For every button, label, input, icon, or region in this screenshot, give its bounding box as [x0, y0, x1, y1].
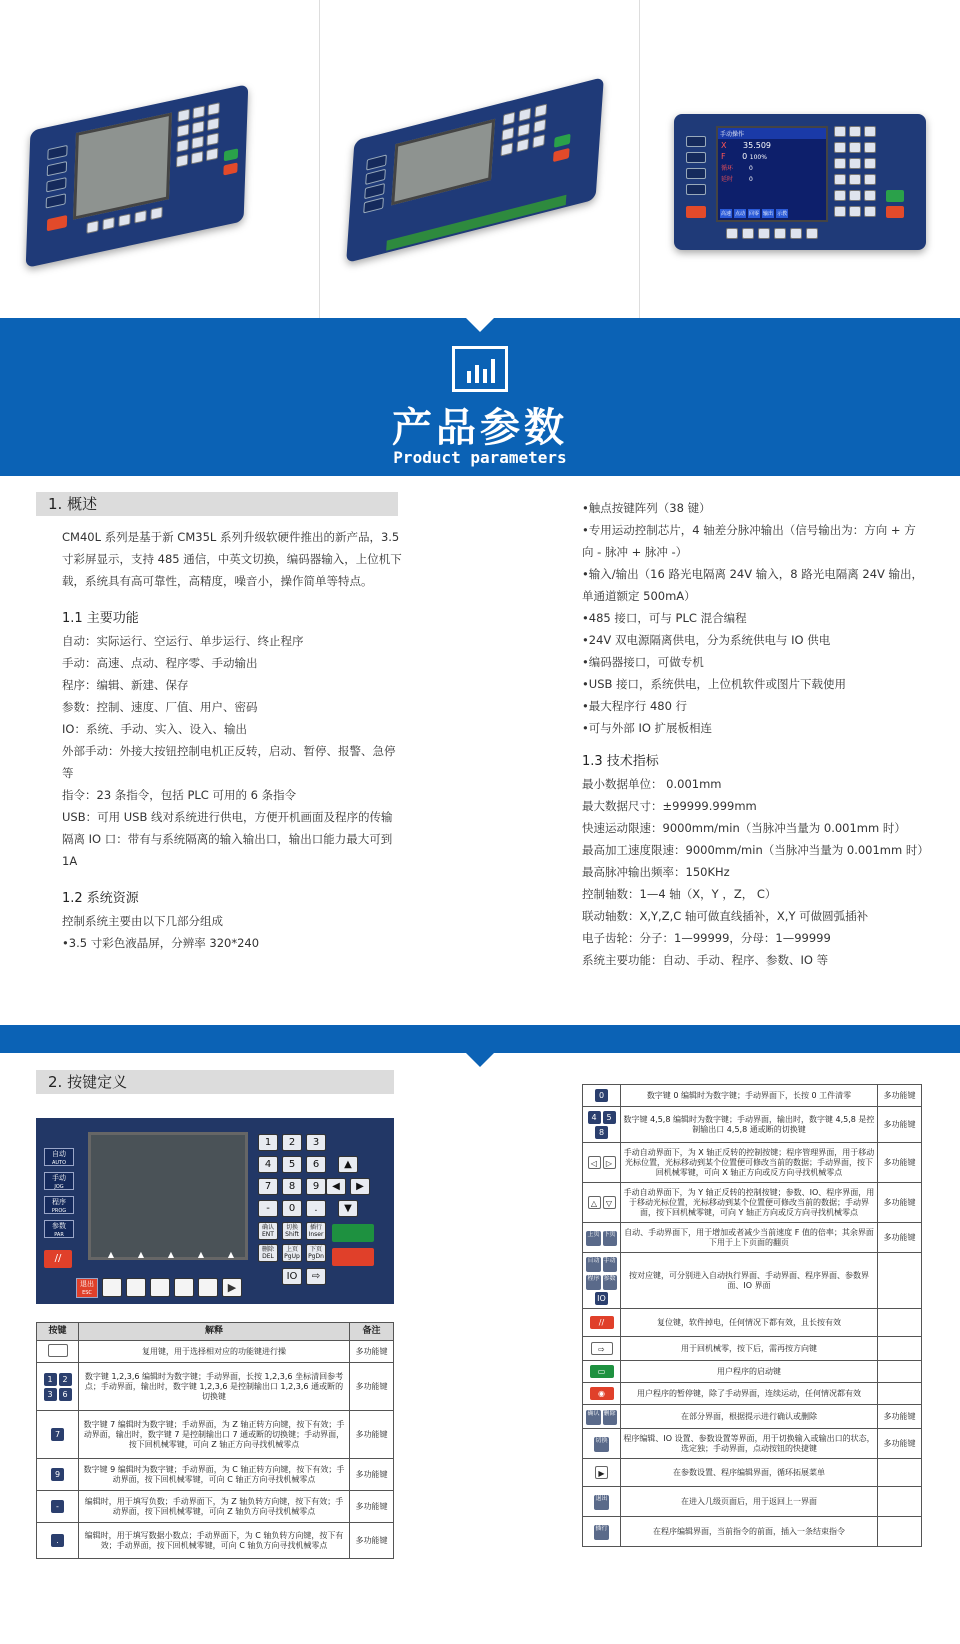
table-row — [583, 1337, 922, 1361]
table-row — [583, 1405, 922, 1429]
key-icon: 自动 手动 程序 参数 IO — [583, 1253, 621, 1309]
overview-right-column — [582, 497, 929, 971]
main-functions-line: 参数：控制、速度、厂值、用户、密码 — [62, 700, 258, 714]
key-icon: 插行 — [583, 1517, 621, 1547]
table-row — [583, 1143, 922, 1183]
key-note: 多功能键 — [878, 1223, 922, 1253]
num-key-5: 5 — [282, 1156, 302, 1173]
table-row — [583, 1361, 922, 1383]
up-arrow-key: ▲ — [338, 1156, 358, 1173]
product-photo-2 — [320, 0, 640, 318]
key-icon: 切换 — [583, 1429, 621, 1459]
table-row — [37, 1363, 394, 1411]
key-icon: 1 2 3 6 — [37, 1363, 79, 1411]
system-resources-item: •编码器接口，可做专机 — [582, 655, 704, 669]
key-icon: 退出 — [583, 1487, 621, 1517]
device-screen-tabs: 高速 点动 回零 输出 示教 — [721, 211, 788, 217]
tech-spec-line: 最小数据单位： 0.001mm — [582, 777, 722, 791]
ent-key: 确认 ENT — [258, 1222, 278, 1240]
reset-key: // — [44, 1250, 72, 1268]
key-desc: 在进入几级页面后，用于返回上一界面 — [621, 1487, 878, 1517]
overview-intro: CM40L 系列是基于新 CM35L 系列升级软硬件推出的新产品，3.5 寸彩屏显示，支持 485 通信，中英文切换，编码器输入，上位机下载，系统具有高可靠性，高精度，噪音小，操作简单等特点。 — [62, 530, 402, 588]
key-icon: 7 — [37, 1411, 79, 1459]
tech-spec-line: 系统主要功能：自动、手动、程序、参数、IO 等 — [582, 953, 829, 967]
main-functions-line: IO：系统、手动、实入、设入、输出 — [62, 722, 247, 736]
overview-left-column — [62, 526, 402, 954]
tech-spec-line: 电子齿轮：分子：1—99999，分母：1—99999 — [582, 931, 831, 945]
key-desc: 数字键 4,5,8 编辑时为数字键；手动界面，输出时，数字键 4,5,8 是控制输出口 4,5,8 通或断的切换键 — [621, 1107, 878, 1143]
key-note: 多功能键 — [878, 1143, 922, 1183]
softkey-2 — [126, 1278, 146, 1297]
shift-key: 切换 Shift — [282, 1222, 302, 1240]
key-note — [878, 1487, 922, 1517]
key-desc: 自动、手动界面下，用于增加或者减少当前速度 F 值的倍率；其余界面下用于上下页面的翻页 — [621, 1223, 878, 1253]
system-resources-item: •24V 双电源隔离供电，分为系统供电与 IO 供电 — [582, 633, 831, 647]
bar-chart-icon — [452, 346, 508, 392]
softkey-3 — [150, 1278, 170, 1297]
key-desc: 在部分界面，根据提示进行确认或删除 — [621, 1405, 878, 1429]
key-note: 多功能键 — [878, 1405, 922, 1429]
key-desc: 编辑时，用于填写负数；手动界面下，为 Z 轴负转方向键，按下有效；手动界面，按下回机械零键，可向 Z 轴负方向寻找机械零点 — [79, 1491, 350, 1523]
system-resources-intro: 控制系统主要由以下几部分组成 — [62, 914, 223, 928]
key-icon: ◉ — [583, 1383, 621, 1405]
softkey-4 — [174, 1278, 194, 1297]
table-row — [583, 1085, 922, 1107]
device-screen-title: 手动操作 — [718, 128, 826, 139]
table-row — [583, 1253, 922, 1309]
tech-spec-line: 最高脉冲输出频率：150KHz — [582, 865, 730, 879]
key-desc: 在程序编辑界面，当前指令的前面，插入一条结束指令 — [621, 1517, 878, 1547]
system-resources-item: •输入/输出（16 路光电隔离 24V 输入，8 路光电隔离 24V 输出，单通道额定 500mA） — [582, 567, 924, 603]
num-key-3: 3 — [306, 1134, 326, 1151]
key-note: 多功能键 — [878, 1429, 922, 1459]
main-functions-line: USB：可用 USB 线对系统进行供电，方便开机画面及程序的传输 — [62, 810, 393, 824]
system-resources-item: •触点按键阵列（38 键） — [582, 501, 711, 515]
key-desc: 数字键 9 编辑时为数字键；手动界面，为 C 轴正转方向键，按下有效；手动界面，按下回机械零键，可向 C 轴正方向寻找机械零点 — [79, 1459, 350, 1491]
prog-key: 程序 PROG — [44, 1196, 74, 1214]
key-note: 多功能键 — [350, 1523, 394, 1559]
dot-key: . — [306, 1200, 326, 1217]
controller-device-front — [674, 114, 926, 250]
key-note: 多功能键 — [878, 1085, 922, 1107]
table-row — [37, 1411, 394, 1459]
table-row — [583, 1459, 922, 1487]
pgup-key: 上页 PgUp — [282, 1244, 302, 1262]
parameters-banner — [0, 318, 960, 476]
col-header-note: 备注 — [350, 1323, 394, 1341]
table-row — [583, 1487, 922, 1517]
table-row — [583, 1517, 922, 1547]
key-note: 多功能键 — [878, 1107, 922, 1143]
io-key: IO — [282, 1268, 302, 1285]
del-key: 删除 DEL — [258, 1244, 278, 1262]
main-functions-title: 1.1 主要功能 — [62, 611, 139, 626]
key-icon: ⇨ — [583, 1337, 621, 1361]
key-desc: 按对应键，可分别进入自动执行界面、手动界面、程序界面、参数界面、IO 界面 — [621, 1253, 878, 1309]
key-note: 多功能键 — [350, 1341, 394, 1363]
down-arrow-key: ▼ — [338, 1200, 358, 1217]
auto-key: 自动 AUTO — [44, 1148, 74, 1166]
left-arrow-key: ◀ — [326, 1178, 346, 1195]
main-functions-line: 自动：实际运行、空运行、单步运行、终止程序 — [62, 634, 304, 648]
key-icon: ▭ — [583, 1361, 621, 1383]
col-header-desc: 解释 — [79, 1323, 350, 1341]
tech-spec-line: 最大数据尺寸：±99999.999mm — [582, 799, 757, 813]
home-key: ⇨ — [306, 1268, 326, 1285]
table-row — [583, 1107, 922, 1143]
tech-spec-line: 最高加工速度限速：9000mm/min（当脉冲当量为 0.001mm 时） — [582, 843, 929, 857]
table-row — [583, 1309, 922, 1337]
esc-key: 退出 ESC — [76, 1278, 98, 1298]
key-desc: 手动自动界面下，为 Y 轴正反转的控制按键；参数、IO、程序界面，用于移动光标位置，光标移动到某个位置便可修改当前的数据；手动界面，按下回机械零键，可向 Y 轴正方向或反方向寻找机械零点 — [621, 1183, 878, 1223]
product-photo-3 — [640, 0, 960, 318]
controller-device-angled — [26, 84, 249, 268]
key-note — [878, 1383, 922, 1405]
num-key-9: 9 — [306, 1178, 326, 1195]
softkey-5 — [198, 1278, 218, 1297]
system-resources-item: •USB 接口，系统供电，上位机软件或图片下载使用 — [582, 677, 847, 691]
jog-key: 手动 JOG — [44, 1172, 74, 1190]
banner-title-cn: 产品参数 — [392, 405, 568, 451]
key-note — [878, 1517, 922, 1547]
key-desc: 用户程序的启动键 — [621, 1361, 878, 1383]
main-functions-line: 外部手动：外接大按钮控制电机正反转，启动、暂停、报警、急停等 — [62, 744, 396, 780]
key-desc: 用于回机械零，按下后，需再按方向键 — [621, 1337, 878, 1361]
table-row — [37, 1523, 394, 1559]
table-row — [583, 1223, 922, 1253]
key-desc: 数字键 0 编辑时为数字键；手动界面下，长按 0 工件清零 — [621, 1085, 878, 1107]
softkey-arrows: ▲ ▲ ▲ ▲ ▲ — [107, 1250, 235, 1259]
system-resources-title: 1.2 系统资源 — [62, 891, 139, 906]
key-icon: 上页 下页 — [583, 1223, 621, 1253]
key-desc: 在参数设置、程序编辑界面，循环拓展菜单 — [621, 1459, 878, 1487]
system-resources-item: •485 接口，可与 PLC 混合编程 — [582, 611, 747, 625]
key-desc: 数字键 1,2,3,6 编辑时为数字键；手动界面，长按 1,2,3,6 坐标清回参考点；手动界面，输出时，数字键 1,2,3,6 是控制输出口 1,2,3,6 通或断的切换键 — [79, 1363, 350, 1411]
panel-lcd — [88, 1132, 248, 1260]
key-desc: 编辑时，用于填写数据小数点；手动界面下，为 C 轴负转方向键，按下有效；手动界面，按下回机械零键，可向 C 轴负方向寻找机械零点 — [79, 1523, 350, 1559]
insert-key: 插行 Inser — [306, 1222, 326, 1240]
key-desc: 复用键，用于选择相对应的功能键进行操 — [79, 1341, 350, 1363]
key-icon: - — [37, 1491, 79, 1523]
pause-key — [332, 1248, 374, 1266]
key-note — [878, 1459, 922, 1487]
softkey-1 — [102, 1278, 122, 1297]
key-note — [878, 1309, 922, 1337]
key-icon: 确认 删除 — [583, 1405, 621, 1429]
system-resources-item: •可与外部 IO 扩展板相连 — [582, 721, 713, 735]
key-desc: 用户程序的暂停键，除了手动界面，连续运动，任何情况都有效 — [621, 1383, 878, 1405]
key-desc: 程序编辑、IO 设置、参数设置等界面，用于切换输入或输出口的状态，选定独；手动界面，点动按钮的快捷键 — [621, 1429, 878, 1459]
key-note: 多功能键 — [350, 1363, 394, 1411]
key-note: 多功能键 — [350, 1411, 394, 1459]
controller-device-side — [346, 77, 604, 263]
key-desc: 手动自动界面下，为 X 轴正反转的控制按键；程序管理界面，用于移动光标位置，光标移动到某个位置便可修改当前的数据；手动界面，按下回机械零键，可向 X 轴正方向或反方向寻找机械零点 — [621, 1143, 878, 1183]
keypad-panel-image — [36, 1118, 394, 1304]
main-functions-line: 程序：编辑、新建、保存 — [62, 678, 189, 692]
system-resources-item: •最大程序行 480 行 — [582, 699, 688, 713]
tech-spec-line: 控制轴数：1—4 轴（X，Y ，Z， C） — [582, 887, 777, 901]
key-note — [878, 1337, 922, 1361]
product-photo-1 — [0, 0, 320, 318]
num-key-4: 4 — [258, 1156, 278, 1173]
key-icon — [37, 1341, 79, 1363]
section-heading-overview: 1. 概述 — [36, 492, 398, 516]
table-row — [37, 1341, 394, 1363]
next-menu-key: ▶ — [222, 1278, 242, 1297]
key-note: 多功能键 — [878, 1183, 922, 1223]
num-key-0: 0 — [282, 1200, 302, 1217]
par-key: 参数 PAR — [44, 1220, 74, 1238]
key-icon: . — [37, 1523, 79, 1559]
tech-spec-line: 联动轴数：X,Y,Z,C 轴可做直线插补，X,Y 可做圆弧插补 — [582, 909, 869, 923]
key-table-right — [582, 1084, 922, 1547]
key-note: 多功能键 — [350, 1491, 394, 1523]
device-lcd-screen — [716, 126, 828, 222]
key-icon: 9 — [37, 1459, 79, 1491]
table-row — [583, 1183, 922, 1223]
table-row — [583, 1429, 922, 1459]
main-functions-line: 指令：23 条指令，包括 PLC 可用的 6 条指令 — [62, 788, 297, 802]
device-screen-readout: X 35.509 F 0 100% 循环 0 延时 0 — [721, 141, 772, 183]
main-functions-line: 隔离 IO 口：带有与系统隔离的输入输出口，输出口能力最大可到 1A — [62, 832, 393, 868]
key-icon: 4 5 8 — [583, 1107, 621, 1143]
divider-banner — [0, 1025, 960, 1053]
key-note — [878, 1361, 922, 1383]
tech-specs-title: 1.3 技术指标 — [582, 754, 659, 769]
key-desc: 复位键，软件掉电，任何情况下都有效，且长按有效 — [621, 1309, 878, 1337]
tech-spec-line: 快速运动限速：9000mm/min（当脉冲当量为 0.001mm 时） — [582, 821, 906, 835]
start-key — [332, 1224, 374, 1242]
key-icon: // — [583, 1309, 621, 1337]
key-icon: △ ▽ — [583, 1183, 621, 1223]
pgdn-key: 下页 PgDn — [306, 1244, 326, 1262]
key-desc: 数字键 7 编辑时为数字键；手动界面，为 Z 轴正转方向键，按下有效；手动界面，输出时，数字键 7 是控制输出口 7 通或断的切换键；手动界面，按下回机械零键，可向 Z 轴正方向寻找机械零点 — [79, 1411, 350, 1459]
key-note: 多功能键 — [350, 1459, 394, 1491]
section-heading-keys: 2. 按键定义 — [36, 1070, 394, 1094]
table-row — [583, 1383, 922, 1405]
num-key-6: 6 — [306, 1156, 326, 1173]
key-icon: ◁ ▷ — [583, 1143, 621, 1183]
key-table-left — [36, 1322, 394, 1559]
num-key-7: 7 — [258, 1178, 278, 1195]
banner-title-en: Product parameters — [393, 448, 567, 467]
right-arrow-key: ▶ — [350, 1178, 370, 1195]
num-key-2: 2 — [282, 1134, 302, 1151]
key-note — [878, 1253, 922, 1309]
num-key-1: 1 — [258, 1134, 278, 1151]
system-resources-item: •专用运动控制芯片，4 轴差分脉冲输出（信号输出为：方向 + 方向 - 脉冲 + 脉冲 -） — [582, 523, 916, 559]
col-header-key: 按键 — [37, 1323, 79, 1341]
system-resources-item: •3.5 寸彩色液晶屏，分辨率 320*240 — [62, 936, 260, 950]
key-icon: ▶ — [583, 1459, 621, 1487]
main-functions-line: 手动：高速、点动、程序零、手动输出 — [62, 656, 258, 670]
minus-key: - — [258, 1200, 278, 1217]
table-row — [37, 1491, 394, 1523]
key-icon: 0 — [583, 1085, 621, 1107]
table-row — [37, 1459, 394, 1491]
num-key-8: 8 — [282, 1178, 302, 1195]
